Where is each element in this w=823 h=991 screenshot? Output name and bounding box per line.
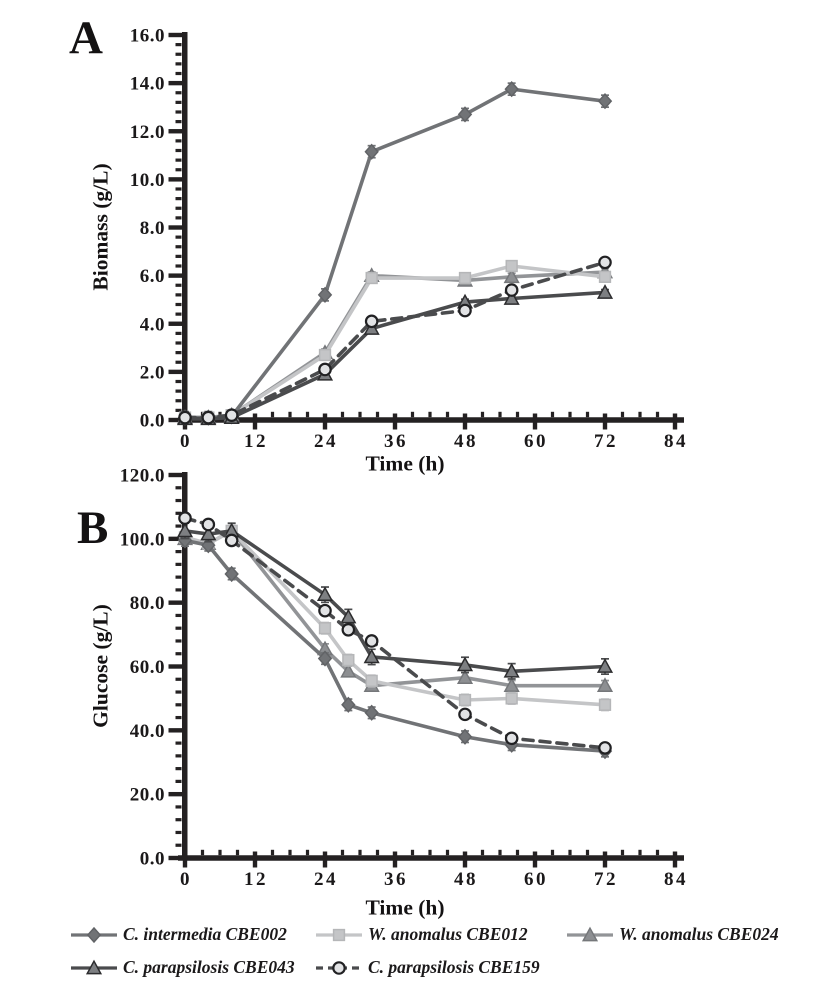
- x-minor-tick: [586, 412, 589, 417]
- y-minor-tick: [176, 62, 182, 65]
- x-tick-label: 84: [664, 431, 688, 452]
- y-major-tick: [169, 856, 183, 860]
- circle-marker-icon: [459, 709, 470, 720]
- series-line-cbe012: [185, 531, 605, 705]
- y-minor-tick: [176, 159, 182, 162]
- circle-marker-icon: [506, 284, 517, 295]
- x-minor-tick: [201, 850, 204, 855]
- circle-marker-icon: [599, 742, 610, 753]
- y-minor-tick: [176, 341, 182, 344]
- y-tick-label: 40.0: [129, 720, 165, 742]
- panel-a-x-axis-title: Time (h): [365, 451, 445, 476]
- x-minor-tick: [568, 850, 571, 855]
- x-major-tick: [463, 414, 467, 430]
- y-major-tick: [169, 792, 183, 796]
- y-minor-tick: [176, 264, 182, 267]
- y-tick-label: 6.0: [139, 266, 165, 288]
- circle-marker-icon: [333, 962, 344, 973]
- y-minor-tick: [176, 742, 182, 745]
- x-minor-tick: [218, 850, 221, 855]
- circle-marker-icon: [319, 605, 330, 616]
- legend-triangle-icon: [70, 959, 118, 977]
- circle-marker-icon: [203, 412, 214, 423]
- panel-a-plot: [130, 26, 688, 453]
- x-major-tick: [393, 852, 397, 868]
- y-minor-tick: [176, 284, 182, 287]
- x-major-tick: [253, 852, 257, 868]
- y-major-tick: [169, 473, 183, 477]
- y-minor-tick: [176, 588, 182, 591]
- y-minor-tick: [176, 716, 182, 719]
- y-minor-tick: [176, 255, 182, 258]
- x-minor-tick: [341, 412, 344, 417]
- x-major-tick: [533, 414, 537, 430]
- y-minor-tick: [176, 652, 182, 655]
- x-minor-tick: [428, 412, 431, 417]
- square-marker-icon: [600, 271, 611, 282]
- x-minor-tick: [376, 412, 379, 417]
- y-tick-label: 100.0: [119, 529, 165, 551]
- y-major-tick: [169, 600, 183, 604]
- legend-item-cbe002: [70, 924, 287, 945]
- circle-marker-icon: [203, 519, 214, 530]
- y-minor-tick: [176, 216, 182, 219]
- y-minor-tick: [176, 754, 182, 757]
- x-major-tick: [463, 852, 467, 868]
- legend-square-icon: [315, 926, 363, 944]
- y-minor-tick: [176, 780, 182, 783]
- y-tick-label: 120.0: [119, 465, 165, 487]
- triangle-marker-icon: [583, 928, 597, 940]
- x-tick-label: 36: [384, 869, 408, 890]
- x-minor-tick: [358, 412, 361, 417]
- y-minor-tick: [176, 101, 182, 104]
- x-minor-tick: [638, 850, 641, 855]
- y-minor-tick: [176, 361, 182, 364]
- x-minor-tick: [358, 850, 361, 855]
- legend-item-cbe159: [315, 957, 540, 978]
- x-tick-label: 12: [244, 431, 268, 452]
- square-marker-icon: [366, 273, 377, 284]
- x-major-tick: [323, 414, 327, 430]
- x-tick-label: 84: [664, 869, 688, 890]
- legend-item-cbe024: [566, 924, 779, 945]
- y-minor-tick: [176, 844, 182, 847]
- x-minor-tick: [551, 850, 554, 855]
- y-minor-tick: [176, 639, 182, 642]
- x-minor-tick: [306, 412, 309, 417]
- x-tick-label: 60: [524, 431, 548, 452]
- y-minor-tick: [176, 380, 182, 383]
- x-major-tick: [393, 414, 397, 430]
- legend-label: W. anomalus CBE012: [368, 924, 528, 944]
- x-minor-tick: [498, 850, 501, 855]
- y-minor-tick: [176, 303, 182, 306]
- x-tick-label: 0: [180, 869, 192, 890]
- y-minor-tick: [176, 168, 182, 171]
- x-minor-tick: [236, 850, 239, 855]
- y-minor-tick: [176, 614, 182, 617]
- y-tick-label: 8.0: [139, 218, 165, 239]
- y-major-tick: [169, 225, 183, 229]
- x-tick-label: 72: [594, 431, 618, 452]
- x-minor-tick: [288, 412, 291, 417]
- y-minor-tick: [176, 43, 182, 46]
- x-major-tick: [533, 852, 537, 868]
- y-minor-tick: [176, 550, 182, 553]
- diamond-marker-icon: [505, 82, 517, 96]
- circle-marker-icon: [179, 412, 190, 423]
- square-marker-icon: [366, 675, 377, 686]
- x-minor-tick: [656, 850, 659, 855]
- y-major-tick: [169, 322, 183, 326]
- x-major-tick: [603, 414, 607, 430]
- panel-b-y-axis-title: Glucose (g/L): [88, 604, 113, 728]
- y-tick-label: 2.0: [139, 362, 165, 384]
- triangle-marker-icon: [87, 961, 101, 973]
- circle-marker-icon: [319, 364, 330, 375]
- x-major-tick: [673, 414, 677, 430]
- x-minor-tick: [411, 850, 414, 855]
- y-minor-tick: [176, 53, 182, 56]
- square-marker-icon: [506, 261, 517, 272]
- diamond-marker-icon: [365, 706, 377, 720]
- x-minor-tick: [271, 850, 274, 855]
- x-minor-tick: [446, 850, 449, 855]
- y-minor-tick: [176, 351, 182, 354]
- y-minor-tick: [176, 576, 182, 579]
- x-minor-tick: [446, 412, 449, 417]
- x-minor-tick: [621, 412, 624, 417]
- y-minor-tick: [176, 690, 182, 693]
- y-minor-tick: [176, 120, 182, 123]
- x-major-tick: [673, 852, 677, 868]
- x-minor-tick: [481, 850, 484, 855]
- x-minor-tick: [621, 850, 624, 855]
- legend-label: C. parapsilosis CBE159: [368, 957, 540, 977]
- diamond-marker-icon: [599, 94, 611, 108]
- x-minor-tick: [568, 412, 571, 417]
- x-tick-label: 12: [244, 869, 268, 890]
- y-minor-tick: [176, 563, 182, 566]
- y-major-tick: [169, 33, 183, 37]
- x-major-tick: [183, 852, 187, 868]
- y-tick-label: 0.0: [139, 410, 165, 432]
- x-major-tick: [323, 852, 327, 868]
- x-tick-label: 48: [454, 431, 478, 452]
- x-tick-label: 60: [524, 869, 548, 890]
- y-major-tick: [169, 664, 183, 668]
- square-marker-icon: [460, 273, 471, 284]
- diamond-marker-icon: [459, 107, 471, 121]
- y-tick-label: 60.0: [129, 657, 165, 678]
- x-minor-tick: [516, 412, 519, 417]
- circle-marker-icon: [599, 257, 610, 268]
- y-minor-tick: [176, 245, 182, 248]
- circle-marker-icon: [506, 733, 517, 744]
- y-minor-tick: [176, 293, 182, 296]
- panel-a-letter: A: [69, 12, 103, 64]
- x-minor-tick: [638, 412, 641, 417]
- x-minor-tick: [428, 850, 431, 855]
- x-tick-label: 48: [454, 869, 478, 890]
- panel-a-y-axis-title: Biomass (g/L): [88, 163, 113, 291]
- x-tick-label: 24: [314, 869, 338, 890]
- series-line-cbe002: [185, 89, 605, 417]
- panel-b-x-axis-title: Time (h): [365, 895, 445, 920]
- y-minor-tick: [176, 91, 182, 94]
- x-major-tick: [603, 852, 607, 868]
- square-marker-icon: [506, 693, 517, 704]
- circle-marker-icon: [366, 635, 377, 646]
- y-minor-tick: [176, 499, 182, 502]
- legend-triangle-icon: [566, 926, 614, 944]
- x-minor-tick: [376, 850, 379, 855]
- y-tick-label: 80.0: [129, 593, 165, 615]
- x-minor-tick: [411, 412, 414, 417]
- diamond-marker-icon: [88, 928, 100, 942]
- circle-marker-icon: [179, 512, 190, 523]
- x-minor-tick: [498, 412, 501, 417]
- y-minor-tick: [176, 110, 182, 113]
- panel-b-plot: [120, 466, 688, 891]
- x-minor-tick: [306, 850, 309, 855]
- square-marker-icon: [320, 623, 331, 634]
- legend-label: C. parapsilosis CBE043: [123, 957, 295, 977]
- series-line-cbe002: [185, 540, 605, 751]
- x-tick-label: 72: [594, 869, 618, 890]
- x-tick-label: 36: [384, 431, 408, 452]
- y-tick-label: 12.0: [129, 121, 165, 143]
- y-minor-tick: [176, 72, 182, 75]
- x-tick-label: 0: [180, 431, 192, 452]
- circle-marker-icon: [226, 535, 237, 546]
- y-minor-tick: [176, 818, 182, 821]
- series-cbe002: [179, 82, 611, 424]
- diamond-marker-icon: [459, 730, 471, 744]
- y-minor-tick: [176, 831, 182, 834]
- y-minor-tick: [176, 207, 182, 210]
- y-minor-tick: [176, 390, 182, 393]
- y-minor-tick: [176, 805, 182, 808]
- y-tick-label: 14.0: [129, 73, 165, 95]
- y-minor-tick: [176, 703, 182, 706]
- y-minor-tick: [176, 399, 182, 402]
- y-major-tick: [169, 728, 183, 732]
- x-minor-tick: [481, 412, 484, 417]
- x-minor-tick: [586, 850, 589, 855]
- y-major-tick: [169, 370, 183, 374]
- square-marker-icon: [334, 929, 345, 940]
- series-line-cbe043: [185, 292, 605, 418]
- square-marker-icon: [460, 695, 471, 706]
- series-line-cbe159: [185, 518, 605, 748]
- legend-label: W. anomalus CBE024: [619, 924, 779, 944]
- legend-label: C. intermedia CBE002: [123, 924, 287, 944]
- y-tick-label: 16.0: [129, 25, 165, 47]
- y-minor-tick: [176, 313, 182, 316]
- x-tick-label: 24: [314, 431, 338, 452]
- circle-marker-icon: [459, 305, 470, 316]
- y-axis-line: [182, 32, 188, 422]
- legend-diamond-icon: [70, 926, 118, 944]
- y-tick-label: 20.0: [129, 784, 165, 806]
- circle-marker-icon: [366, 316, 377, 327]
- legend-circle-icon: [315, 959, 363, 977]
- diamond-marker-icon: [365, 145, 377, 159]
- y-minor-tick: [176, 149, 182, 152]
- square-marker-icon: [343, 655, 354, 666]
- x-minor-tick: [656, 412, 659, 417]
- legend-item-cbe043: [70, 957, 295, 978]
- square-marker-icon: [600, 699, 611, 710]
- y-tick-label: 10.0: [129, 169, 165, 191]
- circle-marker-icon: [226, 409, 237, 420]
- square-marker-icon: [320, 350, 331, 361]
- x-minor-tick: [341, 850, 344, 855]
- y-minor-tick: [176, 139, 182, 142]
- y-major-tick: [169, 81, 183, 85]
- x-minor-tick: [271, 412, 274, 417]
- y-minor-tick: [176, 486, 182, 489]
- legend-item-cbe012: [315, 924, 528, 945]
- y-minor-tick: [176, 524, 182, 527]
- y-major-tick: [169, 177, 183, 181]
- y-minor-tick: [176, 627, 182, 630]
- circle-marker-icon: [343, 624, 354, 635]
- y-major-tick: [169, 273, 183, 277]
- y-tick-label: 4.0: [139, 314, 165, 336]
- y-minor-tick: [176, 678, 182, 681]
- y-minor-tick: [176, 187, 182, 190]
- x-major-tick: [253, 414, 257, 430]
- y-major-tick: [169, 129, 183, 133]
- x-minor-tick: [288, 850, 291, 855]
- y-minor-tick: [176, 767, 182, 770]
- y-minor-tick: [176, 236, 182, 239]
- series-cbe002: [179, 533, 611, 758]
- y-tick-label: 0.0: [139, 848, 165, 870]
- y-minor-tick: [176, 332, 182, 335]
- y-minor-tick: [176, 197, 182, 200]
- x-minor-tick: [551, 412, 554, 417]
- x-minor-tick: [516, 850, 519, 855]
- panel-b-letter: B: [77, 502, 109, 554]
